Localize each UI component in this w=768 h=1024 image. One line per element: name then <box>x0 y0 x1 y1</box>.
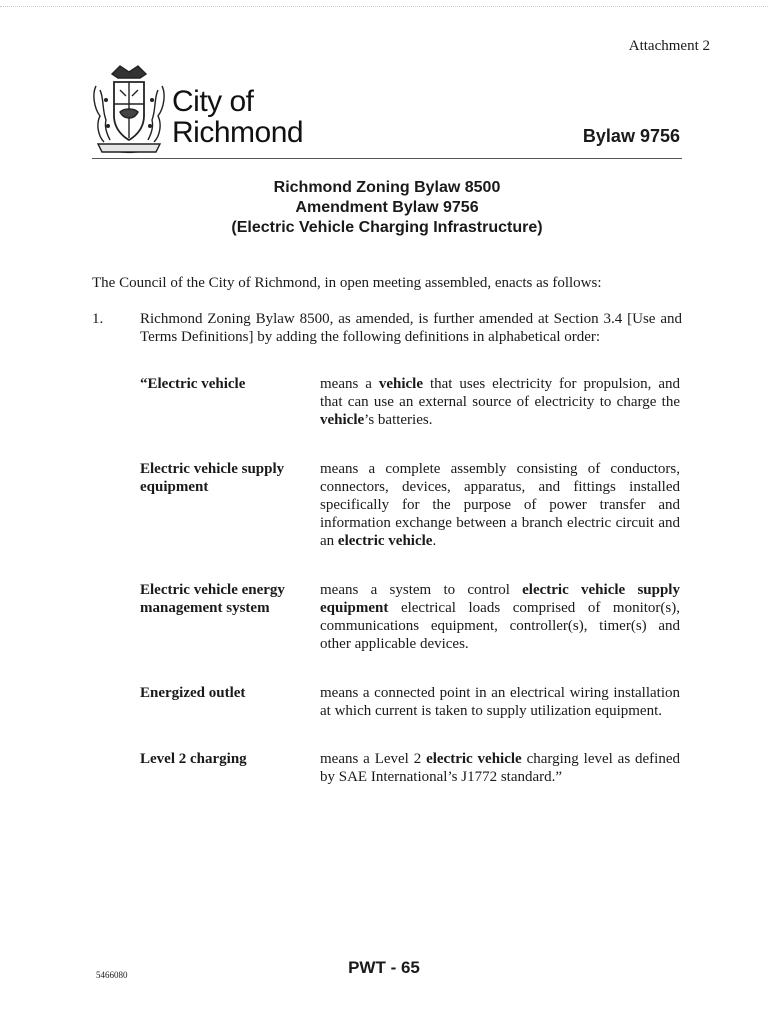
item-number: 1. <box>92 311 104 327</box>
definition-meaning: means a connected point in an electrical wiring installation at which current is taken to supply utilization equipment. <box>320 685 680 719</box>
header-divider <box>92 158 682 159</box>
definition-meaning: means a system to control electric vehicle supply equipment electrical loads comprised of monitor(s), communications equipment, controller(s), timer(s) and other applicable devices. <box>320 582 680 652</box>
city-wordmark-line2: Richmond <box>172 116 304 149</box>
definition-term: “Electric vehicle <box>140 376 246 392</box>
title-line-2: Amendment Bylaw 9756 <box>295 199 479 216</box>
defined-term-reference: electric vehicle <box>337 533 433 549</box>
document-id: 5466080 <box>96 970 128 980</box>
page-reference: PWT - 65 <box>348 958 420 977</box>
defined-term-reference: vehicle <box>320 412 365 428</box>
item-text: Richmond Zoning Bylaw 8500, as amended, is further amended at Section 3.4 [Use and Terms Definitions] by adding the following definitions in alphabetical order: <box>140 311 682 345</box>
definition-term: Electric vehicle energy management system <box>140 582 285 616</box>
definition-meaning: means a Level 2 electric vehicle charging level as defined by SAE International’s J1772 standard.” <box>320 751 680 785</box>
document-title <box>92 178 682 238</box>
definition-term: Level 2 charging <box>140 751 247 767</box>
bylaw-number: Bylaw 9756 <box>582 126 680 146</box>
definition-term: Energized outlet <box>140 685 246 701</box>
definition-meaning: means a vehicle that uses electricity for propulsion, and that can use an external source of electricity to charge the vehicle’s batteries. <box>320 376 680 428</box>
definition-term: Electric vehicle supply equipment <box>140 461 285 495</box>
title-line-1: Richmond Zoning Bylaw 8500 <box>273 179 501 196</box>
attachment-label: Attachment 2 <box>628 38 710 54</box>
defined-term-reference: vehicle <box>378 376 424 392</box>
city-wordmark-line1: City of <box>172 85 254 118</box>
definition-meaning: means a complete assembly consisting of conductors, connectors, devices, apparatus, and fittings installed specifically for the purpose of power transfer and information exchange between a branch electric circuit and an electric vehicle. <box>320 461 680 549</box>
title-line-3: (Electric Vehicle Charging Infrastructure) <box>231 219 543 236</box>
defined-term-reference: electric vehicle <box>426 751 522 767</box>
enacting-clause: The Council of the City of Richmond, in open meeting assembled, enacts as follows: <box>92 275 602 291</box>
scan-top-rule <box>0 6 768 8</box>
defined-term-reference: electric vehicle supply equipment <box>320 582 680 616</box>
city-wordmark <box>172 86 303 148</box>
city-seal-icon <box>90 64 168 158</box>
